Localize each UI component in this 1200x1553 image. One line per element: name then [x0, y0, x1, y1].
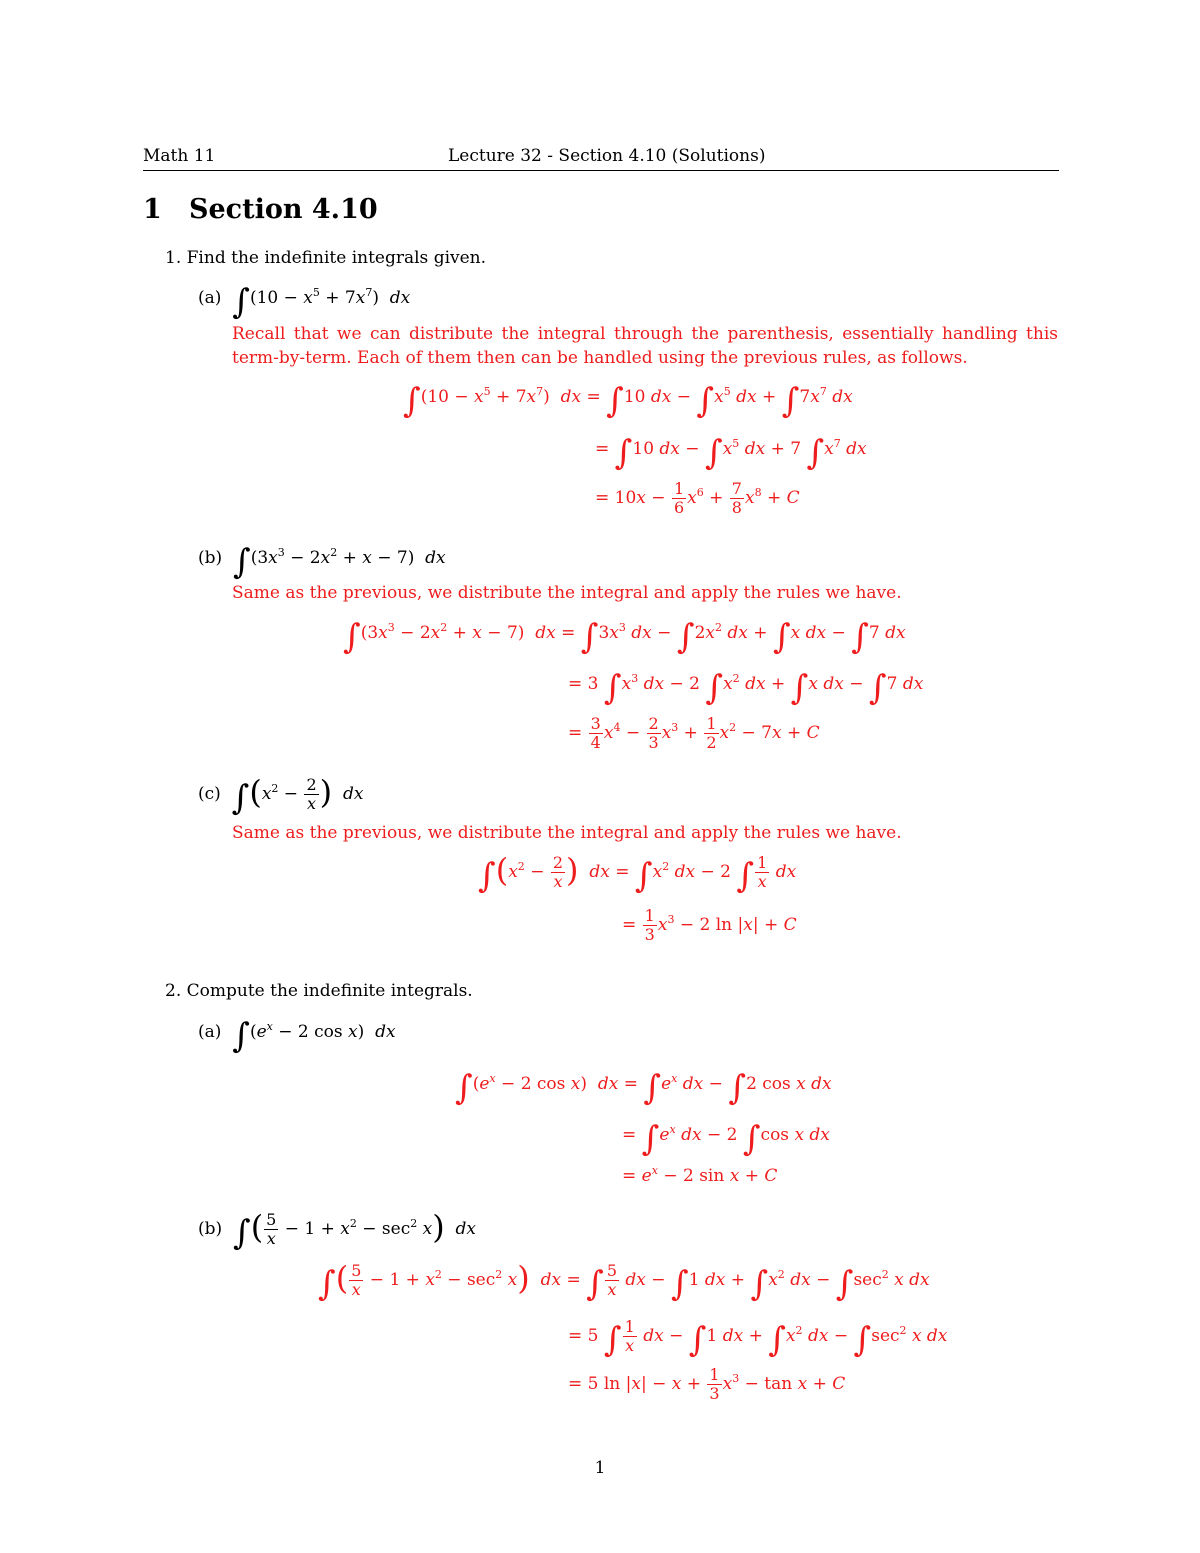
part-label: (b) [198, 1219, 223, 1239]
equation-1b-line-2: = 3 $\int x^3$ dx − 2 $\int x^2$ dx + ∫x dx − ∫7 dx [568, 668, 924, 708]
problem-2b-statement: (b) ∫( $\frac{5}{x}$ − $1 + x^2 - \sec^2 x$) dx [198, 1208, 477, 1253]
equation-1c-line-2: = $\frac{1}{3}$ $x^3 - 2$ ln |x| + C [622, 906, 797, 944]
problem-2-prompt [165, 981, 473, 1001]
header-course: Math 11 [143, 146, 216, 166]
header-rule [143, 170, 1059, 171]
page-number: 1 [594, 1458, 606, 1478]
equation-2b-line-3: = 5 ln |x| − x + $\frac{1}{3}$ $x^3 - \tan x + C$ [568, 1365, 846, 1403]
header-title: Lecture 32 - Section 4.10 (Solutions) [448, 146, 766, 166]
section-number: 1 [143, 194, 162, 225]
equation-1a-line-1: $\int(10 - x^5 + 7x^7)$ dx = ∫10 dx − $\int x^5$ dx + $\int 7x^7$ dx [403, 381, 853, 421]
equation-2a-line-1: $\int(e^x - 2$ cos x) dx = $\int e^x$ dx − ∫2 cos x dx [455, 1068, 832, 1108]
part-label: (a) [198, 288, 222, 308]
problem-2-text: Compute the indefinite integrals. [186, 981, 473, 1001]
problem-2-number: 2. [165, 981, 182, 1001]
problem-1b-note: Same as the previous, we distribute the integral and apply the rules we have. [232, 583, 902, 603]
equation-2a-line-2: = $\int e^x$ dx − 2 ∫cos x dx [622, 1119, 830, 1159]
part-label: (c) [198, 784, 221, 804]
equation-1c-line-1: $\int(x^2$ − $\frac{2}{x}$ ) dx = $\int x^2$ dx − 2 ∫ $\frac{1}{x}$ dx [478, 851, 797, 896]
part-label: (a) [198, 1022, 222, 1042]
equation-2b-line-2: = 5 ∫ $\frac{1}{x}$ dx − ∫1 dx + $\int x^2$ dx − $\int\sec^2$ x dx [568, 1317, 948, 1360]
equation-1b-line-3: = $\frac{3}{4}$ $x^4$ − $\frac{2}{3}$ $x^3$ + $\frac{1}{2}$ $x^2 - 7x + C$ [568, 714, 820, 752]
problem-1-number: 1. [165, 248, 182, 268]
section-heading [143, 194, 378, 225]
equation-2b-line-1: ∫( $\frac{5}{x}$ − $1 + x^2 - \sec^2 x$) dx = ∫ $\frac{5}{x}$ dx − ∫1 dx + $\int x^2$ dx − $\int\sec^2$ x dx [318, 1259, 930, 1304]
equation-2a-line-3: = $e^x - 2$ sin x + C [622, 1164, 778, 1186]
equation-1b-line-1: $\int(3x^3 - 2x^2 + x - 7)$ dx = $\int 3x^3$ dx − $\int 2x^2$ dx + ∫x dx − ∫7 dx [343, 617, 906, 657]
problem-1a-statement: (a) $\int(10 - x^5 + 7x^7)$ dx [198, 282, 411, 322]
problem-1b-statement: (b) $\int(3x^3 - 2x^2 + x - 7)$ dx [198, 542, 446, 582]
problem-1c-statement: (c) $\int(x^2$ − $\frac{2}{x}$ ) dx [198, 773, 364, 818]
problem-1-text: Find the indefinite integrals given. [186, 248, 487, 268]
problem-1c-note: Same as the previous, we distribute the integral and apply the rules we have. [232, 823, 902, 843]
problem-2a-statement: (a) $\int(e^x - 2$ cos x) dx [198, 1016, 396, 1056]
part-label: (b) [198, 548, 223, 568]
problem-1-prompt [165, 248, 486, 268]
section-title: Section 4.10 [189, 194, 378, 225]
equation-1a-line-3: = 10x − $\frac{1}{6}$ $x^6$ + $\frac{7}{8}$ $x^8 + C$ [595, 479, 800, 517]
problem-1a-note: Recall that we can distribute the integral through the parenthesis, essentially handling this term-by-term. Each of them then can be handled using the previous rules, as follows. [232, 324, 1058, 368]
equation-1a-line-2: = ∫10 dx − $\int x^5$ dx + 7 $\int x^7$ dx [595, 433, 867, 473]
